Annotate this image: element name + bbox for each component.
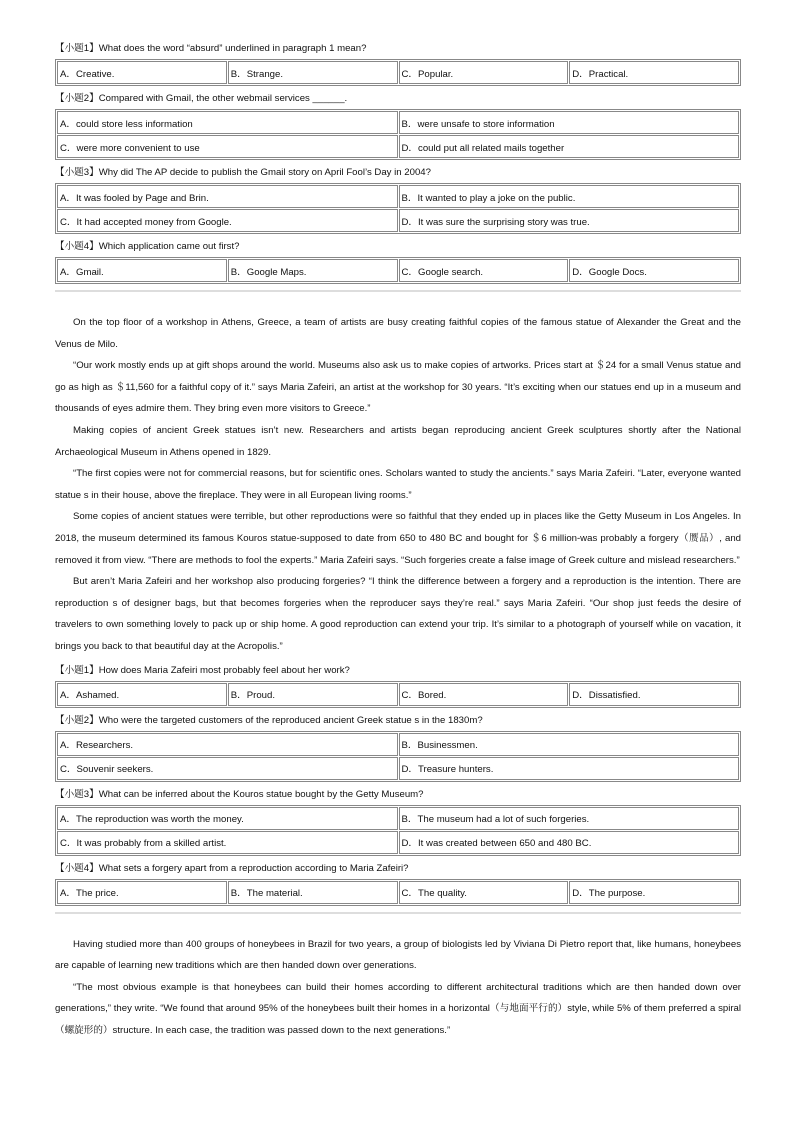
options-row — [57, 111, 739, 134]
question-stem: 【小题1】How does Maria Zafeiri most probably feel about her work? — [55, 664, 350, 676]
options-row — [57, 757, 739, 780]
answer-option: B．It wanted to play a joke on the public. — [399, 185, 740, 208]
answer-option: A．Creative. — [57, 61, 227, 84]
options-row — [57, 683, 739, 706]
reading-section — [55, 312, 741, 914]
answer-option: A．Researchers. — [57, 733, 398, 756]
passage-paragraph: “The first copies were not for commercial reasons, but for scientific ones. Scholars wanted to study the ancients.” says Maria Zafeiri. “Later, everyone wanted statue s in their house, above the fireplace. They were in all European living rooms.” — [55, 468, 741, 501]
answer-option: C．Souvenir seekers. — [57, 757, 398, 780]
question-stem: 【小题4】Which application came out first? — [55, 241, 240, 252]
answer-option: D．It was created between 650 and 480 BC. — [399, 831, 740, 854]
options-row — [57, 733, 739, 756]
answer-option: B．The material. — [228, 881, 398, 904]
answer-option: B．Businessmen. — [399, 733, 740, 756]
answer-option: C．It was probably from a skilled artist. — [57, 831, 398, 854]
document-page — [55, 40, 741, 1045]
options-row — [57, 807, 739, 830]
question-stem: 【小题2】Compared with Gmail, the other webmail services ______. — [55, 93, 348, 104]
options-row — [57, 831, 739, 854]
answer-option: B．Proud. — [228, 683, 398, 706]
answer-option: A．The reproduction was worth the money. — [57, 807, 398, 830]
options-table — [55, 109, 741, 160]
question — [55, 662, 741, 708]
answer-option: B．Google Maps. — [228, 259, 398, 282]
answer-option: C．The quality. — [399, 881, 569, 904]
question — [55, 90, 741, 160]
passage-paragraph: Having studied more than 400 groups of honeybees in Brazil for two years, a group of biologists led by Viviana Di Pietro report that, like humans, honeybees are capable of learning new traditions which are then handed down over generations. — [55, 938, 741, 972]
options-table — [55, 731, 741, 782]
options-row — [57, 61, 739, 84]
question-stem: 【小题1】What does the word “absurd” underlined in paragraph 1 mean? — [55, 43, 367, 54]
section-divider — [55, 290, 741, 292]
answer-option: A．Gmail. — [57, 259, 227, 282]
passage-paragraph: Making copies of ancient Greek statues isn’t new. Researchers and artists began reproducing ancient Greek sculptures shortly after the National Archaeological Museum in Athens opened in 1829. — [55, 424, 741, 458]
passage-paragraph: Some copies of ancient statues were terrible, but other reproductions were so faithful that they ended up in places like the Getty Museum in Los Angeles. In 2018, the museum determined its famous Kouros statue-supposed to date from 650 to 480 BC and bought for ＄6 million-was probably a forgery（赝品）, and removed it from view. “There are methods to fool the experts.” Maria Zafeiri says. “Such forgeries create a false image of Greek culture and mislead researchers.” — [55, 511, 741, 566]
answer-option: C．Google search. — [399, 259, 569, 282]
options-table — [55, 183, 741, 234]
reading-section — [55, 40, 741, 292]
reading-section — [55, 934, 741, 1042]
options-table — [55, 681, 741, 708]
answer-option: B．were unsafe to store information — [399, 111, 740, 134]
question-stem: 【小题3】Why did The AP decide to publish the Gmail story on April Fool’s Day in 2004? — [55, 167, 431, 178]
question-stem: 【小题4】What sets a forgery apart from a reproduction according to Maria Zafeiri? — [55, 862, 409, 874]
answer-option: B．The museum had a lot of such forgeries. — [399, 807, 740, 830]
answer-option: B．Strange. — [228, 61, 398, 84]
question — [55, 860, 741, 906]
passage-paragraph: But aren’t Maria Zafeiri and her workshop also producing forgeries? “I think the difference between a forgery and a reproduction is the intention. There are reproduction s of designer bags, but that becomes forgeries when the reproducer says they’re real.” says Maria Zafeiri. “Our shop just feeds the desire of travelers to own something lovely to pack up or ship home. A good reproduction can extend your trip. It’s similar to a photograph of yourself while on vacation, it brings you back to that beautiful day at the Acropolis.” — [55, 576, 741, 652]
answer-option: C．were more convenient to use — [57, 135, 398, 158]
answer-option: A．could store less information — [57, 111, 398, 134]
answer-option: D．could put all related mails together — [399, 135, 740, 158]
question — [55, 40, 741, 86]
answer-option: D．Treasure hunters. — [399, 757, 740, 780]
answer-option: C．Popular. — [399, 61, 569, 84]
answer-option: C．It had accepted money from Google. — [57, 209, 398, 232]
question — [55, 786, 741, 856]
options-row — [57, 135, 739, 158]
passage-paragraph: “The most obvious example is that honeybees can build their homes according to different architectural traditions which are then handed down over generations,” they write. “We found that around 95% of the honeybees built their homes in a horizontal（与地面平行的）style, while 5% of them preferred a spiral（螺旋形的）structure. In each case, the tradition was passed down to the next generations.” — [55, 981, 741, 1036]
question — [55, 712, 741, 782]
passage-paragraph: On the top floor of a workshop in Athens, Greece, a team of artists are busy creating faithful copies of the famous statue of Alexander the Great and the Venus de Milo. — [55, 317, 741, 350]
answer-option: A．It was fooled by Page and Brin. — [57, 185, 398, 208]
question-stem: 【小题3】What can be inferred about the Kouros statue bought by the Getty Museum? — [55, 788, 424, 800]
options-row — [57, 259, 739, 282]
answer-option: C．Bored. — [399, 683, 569, 706]
answer-option: D．Practical. — [569, 61, 739, 84]
question — [55, 164, 741, 234]
options-row — [57, 881, 739, 904]
answer-option: D．The purpose. — [569, 881, 739, 904]
question-stem: 【小题2】Who were the targeted customers of the reproduced ancient Greek statue s in the 1830m? — [55, 714, 483, 726]
answer-option: A．The price. — [57, 881, 227, 904]
question — [55, 238, 741, 284]
passage — [55, 312, 741, 658]
passage — [55, 934, 741, 1042]
options-table — [55, 257, 741, 284]
options-row — [57, 209, 739, 232]
options-row — [57, 185, 739, 208]
answer-option: D．Dissatisfied. — [569, 683, 739, 706]
options-table — [55, 59, 741, 86]
options-table — [55, 879, 741, 906]
answer-option: D．It was sure the surprising story was true. — [399, 209, 740, 232]
passage-paragraph: “Our work mostly ends up at gift shops around the world. Museums also ask us to make copies of artworks. Prices start at ＄24 for a small Venus statue and go as high as ＄11,560 for a faithful copy of it.” says Maria Zafeiri, an artist at the workshop for 30 years. “It’s exciting when our statues end up in a museum and thousands of eyes admire them. They bring even more visitors to Greece.” — [55, 360, 741, 415]
answer-option: D．Google Docs. — [569, 259, 739, 282]
answer-option: A．Ashamed. — [57, 683, 227, 706]
options-table — [55, 805, 741, 856]
section-divider — [55, 912, 741, 914]
